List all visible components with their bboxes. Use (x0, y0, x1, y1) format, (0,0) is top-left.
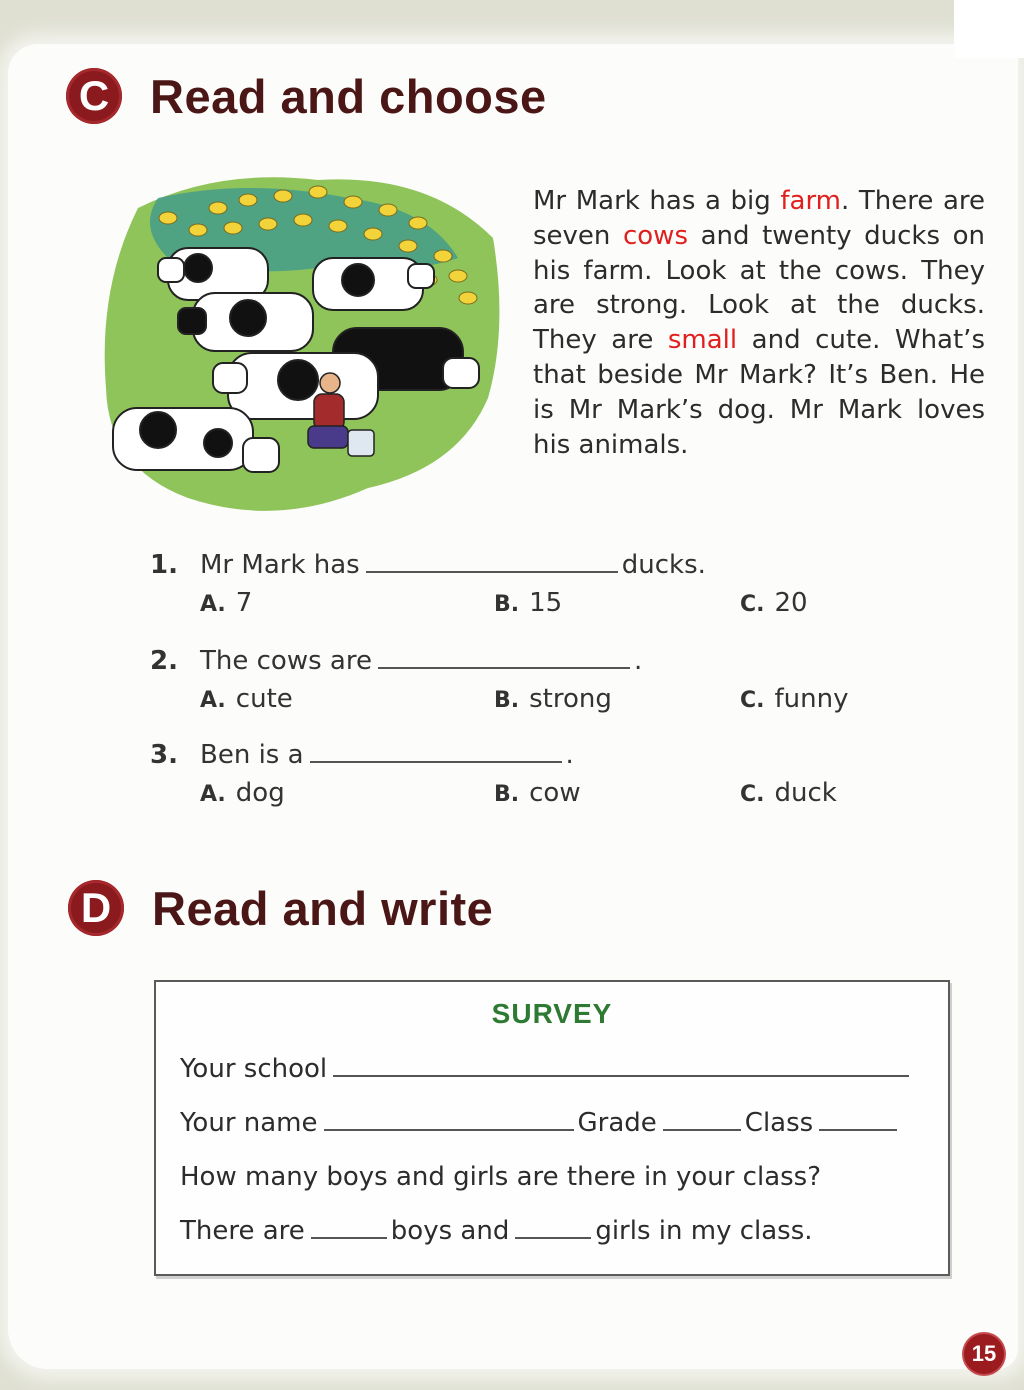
keyword-farm: farm (780, 186, 842, 216)
section-d-header (68, 880, 493, 936)
school-label: Your school (180, 1054, 328, 1084)
question-text: Mr Mark has (200, 550, 360, 580)
option-2b[interactable]: B. strong (494, 684, 612, 714)
girls-blank[interactable] (515, 1237, 591, 1239)
class-blank[interactable] (819, 1129, 897, 1131)
option-2a[interactable]: A. cute (200, 684, 293, 714)
answer-start: There are (180, 1216, 305, 1246)
name-blank[interactable] (324, 1129, 574, 1131)
question-text: The cows are (200, 646, 372, 676)
section-d-badge: D (68, 880, 124, 936)
section-c-badge: C (66, 68, 122, 124)
question-number: 1. (150, 550, 178, 580)
question-number: 3. (150, 740, 178, 770)
grade-label: Grade (577, 1108, 657, 1138)
section-c-title: Read and choose (150, 69, 547, 123)
boys-blank[interactable] (311, 1237, 387, 1239)
option-1c[interactable]: C. 20 (740, 588, 808, 618)
farm-illustration (98, 168, 508, 528)
answer-end: girls in my class. (595, 1216, 813, 1246)
option-1a[interactable]: A. 7 (200, 588, 253, 618)
section-d-title: Read and write (152, 881, 494, 935)
question-1 (150, 550, 706, 580)
question-text-end: ducks. (621, 550, 706, 580)
answer-mid: boys and (390, 1216, 510, 1246)
story-paragraph: Mr Mark has a big farm. There are seven cows and twenty ducks on his farm. Look at the cows. They are strong. Look at the ducks. They are small and cute. What’s that beside Mr Mark? It’s Ben. He is Mr Mark’s dog. Mr Mark loves his animals. (533, 186, 985, 460)
name-row (180, 1108, 901, 1138)
option-3b[interactable]: B. cow (494, 778, 581, 808)
grade-blank[interactable] (663, 1129, 741, 1131)
name-label: Your name (180, 1108, 318, 1138)
page-number: 15 (964, 1334, 1004, 1374)
question-text: Ben is a (200, 740, 304, 770)
answer-blank[interactable] (366, 571, 618, 573)
page-corner (954, 0, 1024, 58)
option-3c[interactable]: C. duck (740, 778, 837, 808)
survey-title: SURVEY (491, 998, 613, 1029)
answer-blank[interactable] (378, 667, 630, 669)
question-2 (150, 646, 642, 676)
school-row (180, 1054, 913, 1084)
question-number: 2. (150, 646, 178, 676)
answer-row (180, 1216, 813, 1246)
school-blank[interactable] (333, 1075, 909, 1077)
keyword-small: small (667, 325, 738, 356)
class-label: Class (744, 1108, 814, 1138)
survey-form (154, 980, 950, 1276)
option-1b[interactable]: B. 15 (494, 588, 563, 618)
question-3 (150, 740, 574, 770)
section-c-header (66, 68, 547, 124)
question-text-end: . (565, 740, 574, 770)
option-3a[interactable]: A. dog (200, 778, 285, 808)
keyword-cows: cows (622, 220, 688, 251)
option-2c[interactable]: C. funny (740, 684, 849, 714)
answer-blank[interactable] (310, 761, 562, 763)
question-text-end: . (633, 646, 643, 676)
survey-question: How many boys and girls are there in your class? (180, 1162, 822, 1192)
